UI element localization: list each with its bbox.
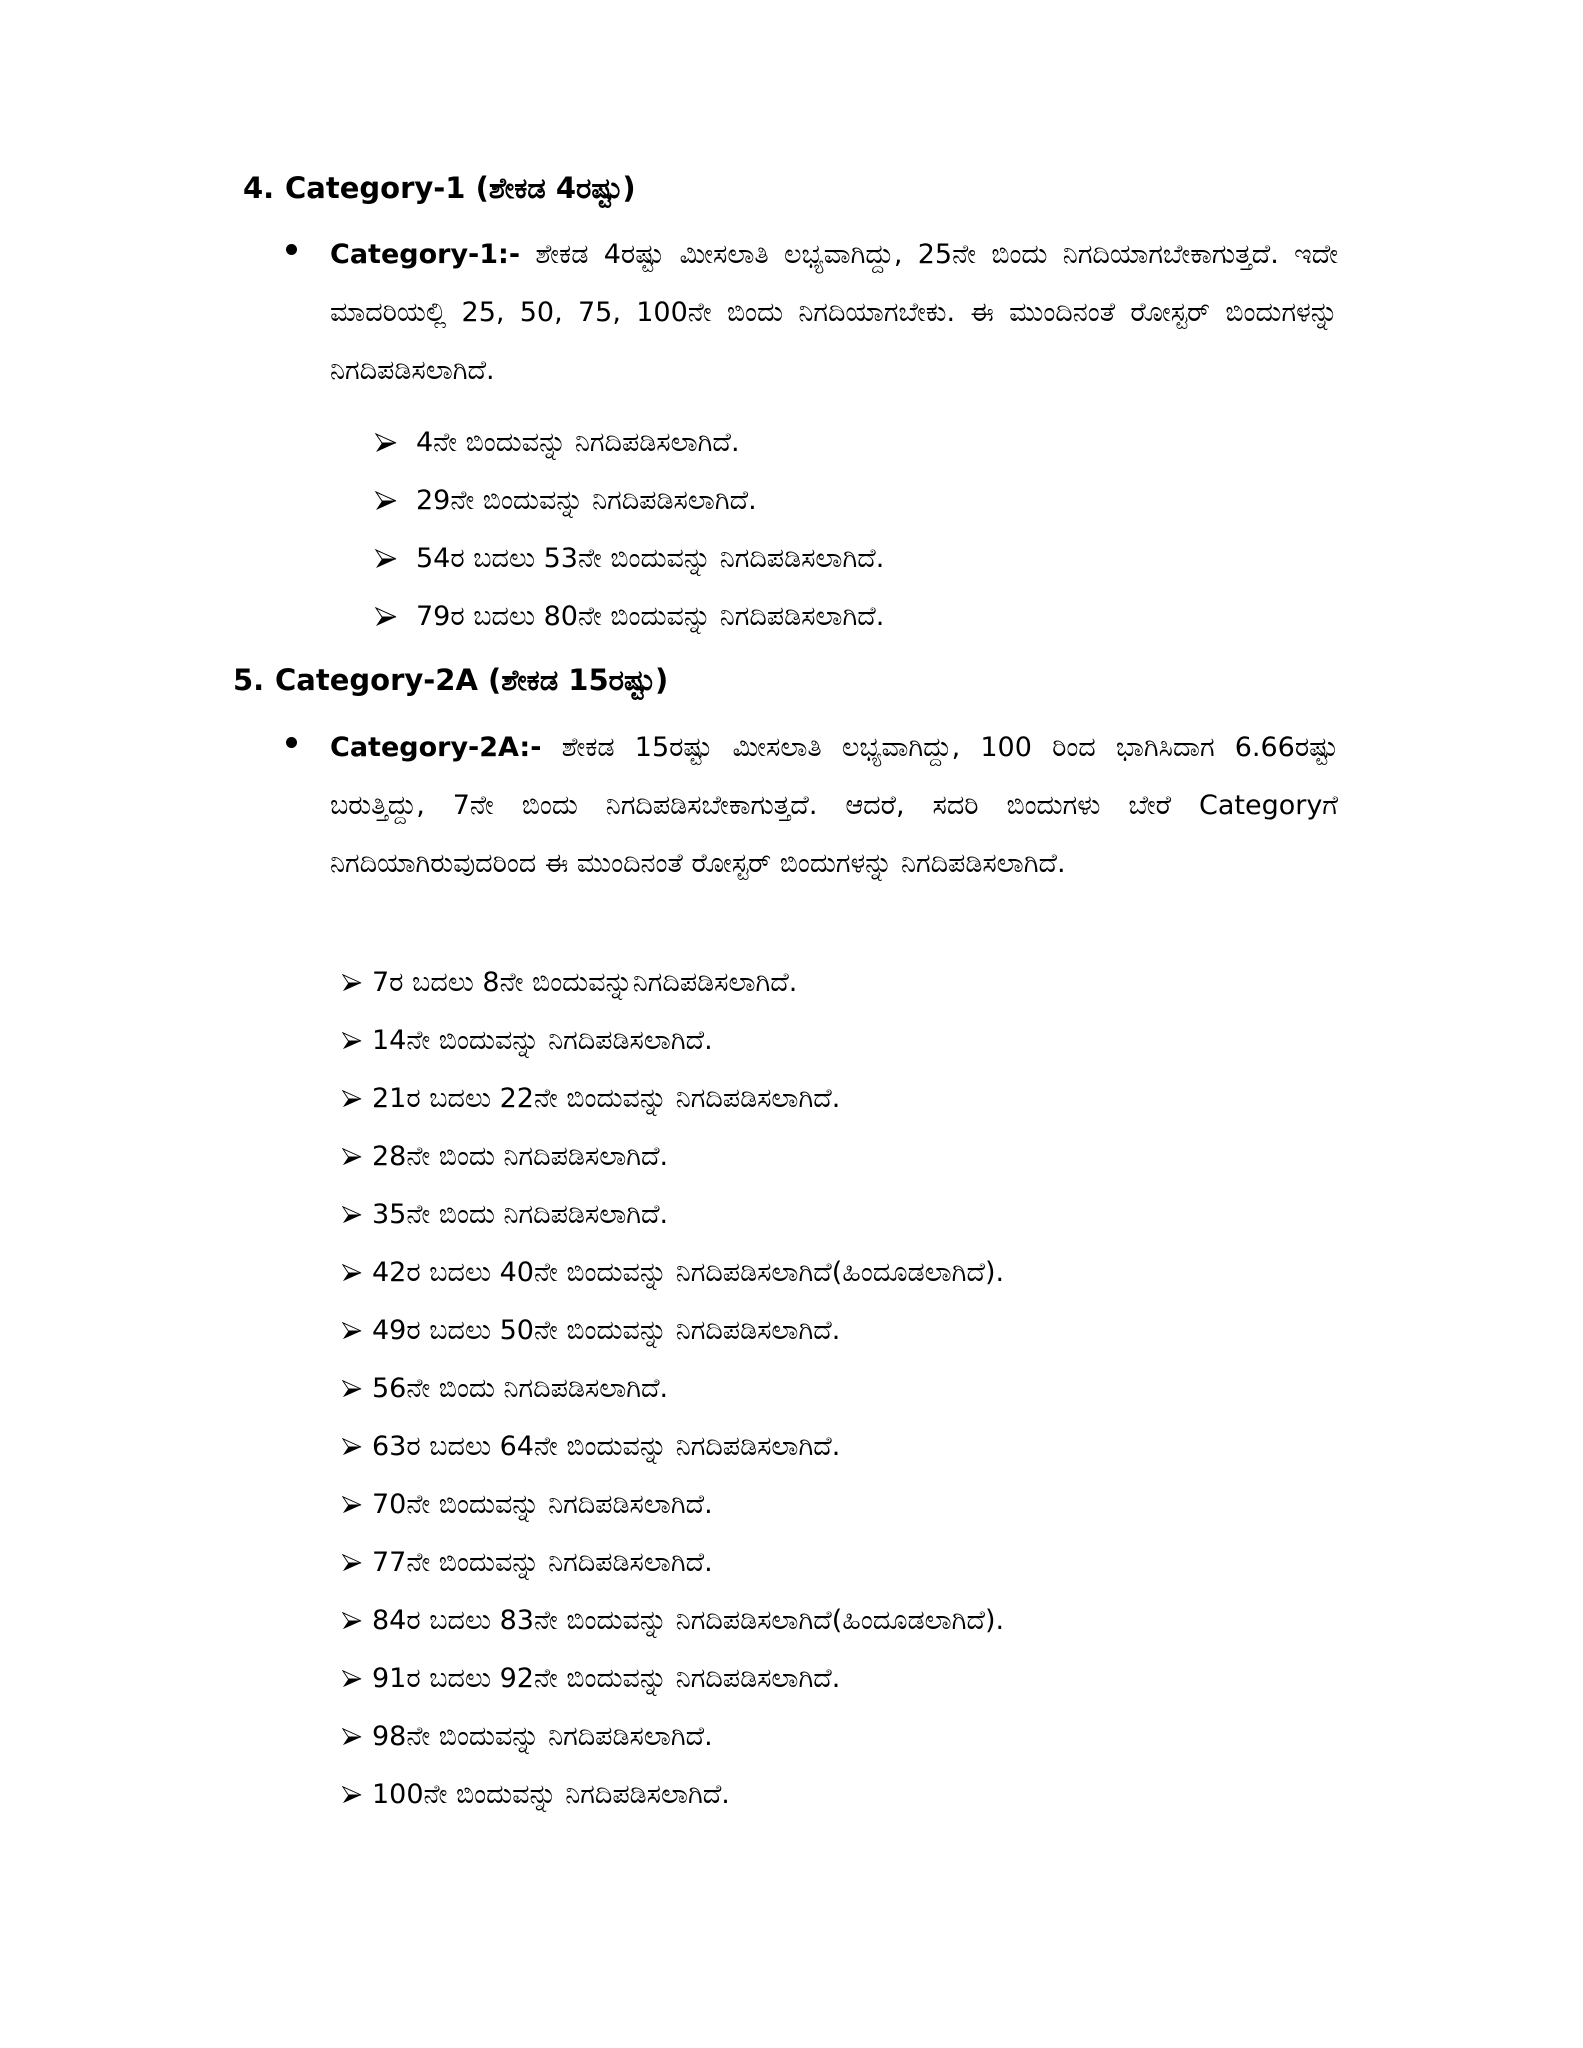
- section-4-paragraph: [282, 226, 1338, 400]
- arrowhead-icon: [342, 1785, 362, 1805]
- section-title: Category-1 (ಶೇಕಡ 4ರಷ್ಟು): [285, 171, 636, 205]
- section-4-roster-list: [375, 414, 884, 646]
- arrowhead-icon: [342, 1495, 362, 1515]
- list-item-text: 14ನೇ ಬಿಂದುವನ್ನು ನಿಗದಿಪಡಿಸಲಾಗಿದೆ.: [372, 1025, 713, 1056]
- list-item-text: 56ನೇ ಬಿಂದು ನಿಗದಿಪಡಿಸಲಾಗಿದೆ.: [372, 1373, 669, 1404]
- arrowhead-icon: [342, 1669, 362, 1689]
- arrowhead-icon: [342, 1263, 362, 1283]
- arrowhead-icon: [342, 1147, 362, 1167]
- arrowhead-icon: [342, 1321, 362, 1341]
- list-item-text: 49ರ ಬದಲು 50ನೇ ಬಿಂದುವನ್ನು ನಿಗದಿಪಡಿಸಲಾಗಿದೆ.: [372, 1315, 841, 1346]
- section-heading-5: [233, 660, 668, 700]
- list-item-text: 98ನೇ ಬಿಂದುವನ್ನು ನಿಗದಿಪಡಿಸಲಾಗಿದೆ.: [372, 1721, 713, 1752]
- list-item: [342, 1534, 1004, 1592]
- paragraph-body: ಶೇಕಡ 15ರಷ್ಟು ಮೀಸಲಾತಿ ಲಭ್ಯವಾಗಿದ್ದು, 100 ರಿಂದ ಭಾಗಿಸಿದಾಗ 6.66ರಷ್ಟು ಬರುತ್ತಿದ್ದು, 7ನೇ ಬಿಂದು ನಿಗದಿಪಡಿಸಬೇಕಾಗುತ್ತದೆ. ಆದರೆ, ಸದರಿ ಬಿಂದುಗಳು ಬೇರೆ Categoryಗೆ ನಿಗದಿಯಾಗಿರುವುದರಿಂದ ಈ ಮುಂದಿನಂತೆ ರೋಸ್ಟರ್ ಬಿಂದುಗಳನ್ನು ನಿಗದಿಪಡಿಸಲಾಗಿದೆ.: [330, 732, 1338, 879]
- arrowhead-icon: [342, 1089, 362, 1109]
- list-item: [342, 1128, 1004, 1186]
- list-item: [342, 1592, 1004, 1650]
- paragraph-body: ಶೇಕಡ 4ರಷ್ಟು ಮೀಸಲಾತಿ ಲಭ್ಯವಾಗಿದ್ದು, 25ನೇ ಬಿಂದು ನಿಗದಿಯಾಗಬೇಕಾಗುತ್ತದೆ. ಇದೇ ಮಾದರಿಯಲ್ಲಿ 25, 50, 75, 100ನೇ ಬಿಂದು ನಿಗದಿಯಾಗಬೇಕು. ಈ ಮುಂದಿನಂತೆ ರೋಸ್ಟರ್ ಬಿಂದುಗಳನ್ನು ನಿಗದಿಪಡಿಸಲಾಗಿದೆ.: [330, 239, 1338, 386]
- list-item-text: 91ರ ಬದಲು 92ನೇ ಬಿಂದುವನ್ನು ನಿಗದಿಪಡಿಸಲಾಗಿದೆ.: [372, 1663, 841, 1694]
- arrowhead-icon: [342, 1031, 362, 1051]
- list-item: [342, 1244, 1004, 1302]
- arrowhead-icon: [342, 973, 362, 993]
- list-item-text: 77ನೇ ಬಿಂದುವನ್ನು ನಿಗದಿಪಡಿಸಲಾಗಿದೆ.: [372, 1547, 713, 1578]
- section-number: 5.: [233, 663, 265, 697]
- list-item: [375, 588, 884, 646]
- arrowhead-icon: [375, 548, 397, 570]
- list-item: [342, 1708, 1004, 1766]
- arrowhead-icon: [375, 606, 397, 628]
- section-5-roster-list: [342, 954, 1004, 1824]
- section-5-paragraph: [282, 719, 1338, 893]
- list-item-text: 54ರ ಬದಲು 53ನೇ ಬಿಂದುವನ್ನು ನಿಗದಿಪಡಿಸಲಾಗಿದೆ.: [416, 543, 885, 574]
- paragraph-text: [330, 226, 1338, 400]
- arrowhead-icon: [342, 1437, 362, 1457]
- arrowhead-icon: [375, 432, 397, 454]
- list-item-text: 29ನೇ ಬಿಂದುವನ್ನು ನಿಗದಿಪಡಿಸಲಾಗಿದೆ.: [416, 485, 757, 516]
- list-item: [342, 1766, 1004, 1824]
- list-item-text: 35ನೇ ಬಿಂದು ನಿಗದಿಪಡಿಸಲಾಗಿದೆ.: [372, 1199, 669, 1230]
- list-item: [375, 530, 884, 588]
- list-item-text: 21ರ ಬದಲು 22ನೇ ಬಿಂದುವನ್ನು ನಿಗದಿಪಡಿಸಲಾಗಿದೆ.: [372, 1083, 841, 1114]
- arrowhead-icon: [342, 1379, 362, 1399]
- list-item: [342, 1476, 1004, 1534]
- list-item: [342, 1360, 1004, 1418]
- list-item: [342, 1302, 1004, 1360]
- arrowhead-icon: [375, 490, 397, 512]
- paragraph-lead: Category-1:-: [330, 239, 521, 270]
- list-item: [342, 1070, 1004, 1128]
- list-item: [342, 1186, 1004, 1244]
- list-item: [342, 1418, 1004, 1476]
- section-heading-4: [243, 168, 636, 208]
- list-item: [342, 954, 1004, 1012]
- list-item: [375, 414, 884, 472]
- paragraph-lead: Category-2A:-: [330, 732, 542, 763]
- paragraph-text: [330, 719, 1338, 893]
- bullet-dot-icon: [286, 737, 297, 748]
- list-item-text: 100ನೇ ಬಿಂದುವನ್ನು ನಿಗದಿಪಡಿಸಲಾಗಿದೆ.: [372, 1779, 730, 1810]
- list-item-text: 4ನೇ ಬಿಂದುವನ್ನು ನಿಗದಿಪಡಿಸಲಾಗಿದೆ.: [416, 427, 740, 458]
- arrowhead-icon: [342, 1553, 362, 1573]
- arrowhead-icon: [342, 1727, 362, 1747]
- list-item-text: 84ರ ಬದಲು 83ನೇ ಬಿಂದುವನ್ನು ನಿಗದಿಪಡಿಸಲಾಗಿದೆ(ಹಿಂದೂಡಲಾಗಿದೆ).: [372, 1605, 1005, 1636]
- arrowhead-icon: [342, 1205, 362, 1225]
- list-item: [342, 1650, 1004, 1708]
- list-item-text: 42ರ ಬದಲು 40ನೇ ಬಿಂದುವನ್ನು ನಿಗದಿಪಡಿಸಲಾಗಿದೆ(ಹಿಂದೂಡಲಾಗಿದೆ).: [372, 1257, 1005, 1288]
- arrowhead-icon: [342, 1611, 362, 1631]
- list-item-text: 70ನೇ ಬಿಂದುವನ್ನು ನಿಗದಿಪಡಿಸಲಾಗಿದೆ.: [372, 1489, 713, 1520]
- section-title: Category-2A (ಶೇಕಡ 15ರಷ್ಟು): [275, 663, 669, 697]
- bullet-dot-icon: [286, 244, 297, 255]
- list-item-text: 79ರ ಬದಲು 80ನೇ ಬಿಂದುವನ್ನು ನಿಗದಿಪಡಿಸಲಾಗಿದೆ.: [416, 601, 885, 632]
- list-item-text: 28ನೇ ಬಿಂದು ನಿಗದಿಪಡಿಸಲಾಗಿದೆ.: [372, 1141, 669, 1172]
- section-number: 4.: [243, 171, 275, 205]
- list-item: [342, 1012, 1004, 1070]
- list-item: [375, 472, 884, 530]
- list-item-text: 63ರ ಬದಲು 64ನೇ ಬಿಂದುವನ್ನು ನಿಗದಿಪಡಿಸಲಾಗಿದೆ.: [372, 1431, 841, 1462]
- list-item-text: 7ರ ಬದಲು 8ನೇ ಬಿಂದುವನ್ನುನಿಗದಿಪಡಿಸಲಾಗಿದೆ.: [372, 967, 798, 998]
